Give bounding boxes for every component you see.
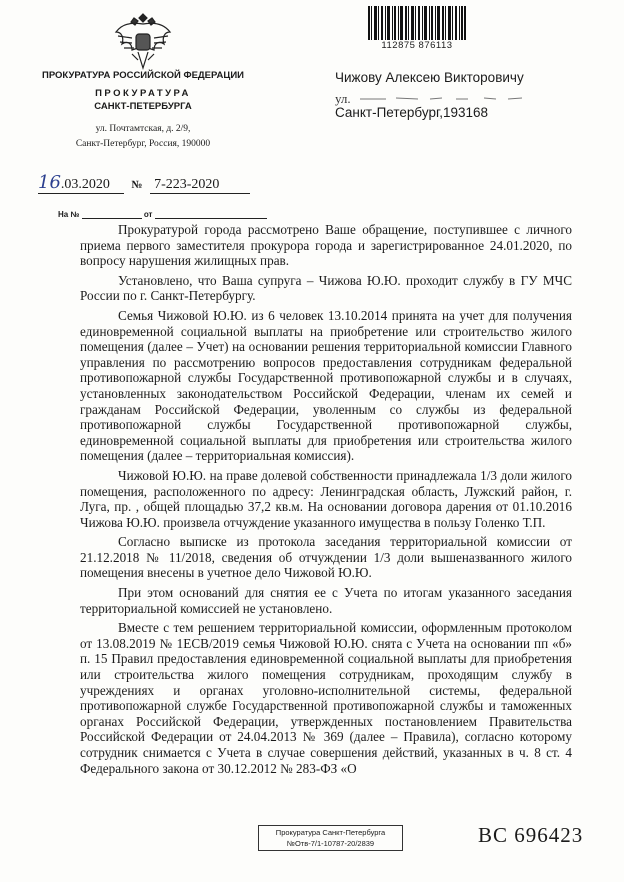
- agency-city: САНКТ-ПЕТЕРБУРГА: [94, 101, 192, 112]
- body-paragraph: При этом оснований для снятия ее с Учета по итогам указанного заседания территориальной комиссией не установлено.: [80, 585, 572, 616]
- agency-address-street: ул. Почтамтская, д. 2/9,: [95, 124, 191, 134]
- body-paragraph: Установлено, что Ваша супруга – Чижова Ю.Ю. проходит службу в ГУ МЧС России по г. Санкт-Петербургу.: [80, 272, 572, 304]
- barcode-number: 112875 876113: [381, 40, 453, 51]
- reply-from-label: от: [143, 210, 153, 219]
- outgoing-number: 7-223-2020: [150, 177, 250, 194]
- registration-stamp: [258, 825, 403, 851]
- reply-reference: [58, 210, 267, 219]
- recipient-city: Санкт-Петербург,193168: [335, 105, 489, 120]
- reply-label: На №: [58, 210, 80, 219]
- state-emblem-icon: [110, 8, 176, 74]
- registration-date-number: [38, 172, 250, 194]
- form-serial-number: ВС 696423: [478, 823, 584, 847]
- stamp-line-2: №Отв-7/1-10787-20/2839: [286, 839, 375, 848]
- redaction-mark: [356, 93, 526, 103]
- body-paragraph: Согласно выписке из протокола заседания территориальной комиссии от 21.12.2018 № 11/2018, сведения об отчуждении 1/3 доли вышеназванного жилого помещения внесены в учетное дело Чижовой Ю.Ю.: [80, 534, 572, 581]
- barcode-icon: [368, 6, 466, 40]
- date-rest: .03.2020: [60, 177, 110, 192]
- date-day-handwritten: 16: [38, 172, 61, 193]
- body-paragraph: Семья Чижовой Ю.Ю. из 6 человек 13.10.2014 принята на учет для получения единовременной социальной выплаты на приобретение или строительство жилого помещения (далее – Учет) на основании решения территориальной комиссии Главного управления по рассмотрению вопросов предоставления сотрудникам федеральной противопожарной службы Государственной противопожарной службы и в случаях, установленных законодательством Российской Федерации, членам их семей и гражданам Российской Федерации, уволенным со службы из федеральной противопожарной службы Государственной противопожарной службы, единовременной социальной выплаты для приобретения или строительства жилого помещения (далее – территориальная комиссия).: [80, 307, 572, 464]
- recipient-name: Чижову Алексею Викторовичу: [335, 70, 524, 85]
- body-paragraph: Чижовой Ю.Ю. на праве долевой собственности принадлежала 1/3 доли жилого помещения, расположенного по адресу: Ленинградская область, Лужский район, г. Луга, пр. , общей площадью 37,2 кв.м. На основании договора дарения от 01.10.2016 Чижова Ю.Ю. произвела отчуждение указанного имущества в пользу Голенко Т.П.: [80, 467, 572, 530]
- body-paragraph: Вместе с тем решением территориальной комиссии, оформленным протоколом от 13.08.2019 № 1ЕСВ/2019 семья Чижовой Ю.Ю. снята с Учета на основании пп «б» п. 15 Правил предоставления единовременной социальной выплаты для приобретения или строительства жилого помещения сотрудникам, проходящим службу в учреждениях и органах уголовно-исполнительной системы, федеральной противопожарной службе Государственной противопожарной службы и таможенных органах Российской Федерации, утвержденных постановлением Правительства Российской Федерации от 24.04.2013 № 369 (далее – Правила), согласно которому сотрудник снимается с Учета в случае совершения действий, указанных в ч. 8 ст. 4 Федерального закона от 30.12.2012 № 283-ФЗ «О: [80, 620, 572, 776]
- recipient-street: ул.: [335, 91, 351, 106]
- body-paragraph: Прокуратурой города рассмотрено Ваше обращение, поступившее с личного приема первого заместителя прокурора города и зарегистрированное 24.01.2020, по вопросу нарушения жилищных прав.: [80, 222, 572, 269]
- agency-name: ПРОКУРАТУРА РОССИЙСКОЙ ФЕДЕРАЦИИ: [42, 70, 244, 81]
- letter-body: [80, 222, 572, 780]
- agency-address-city: Санкт-Петербург, Россия, 190000: [75, 139, 211, 149]
- agency-subname: ПРОКУРАТУРА: [95, 88, 191, 99]
- number-label: №: [131, 179, 143, 191]
- stamp-line-1: Прокуратура Санкт-Петербурга: [275, 828, 386, 837]
